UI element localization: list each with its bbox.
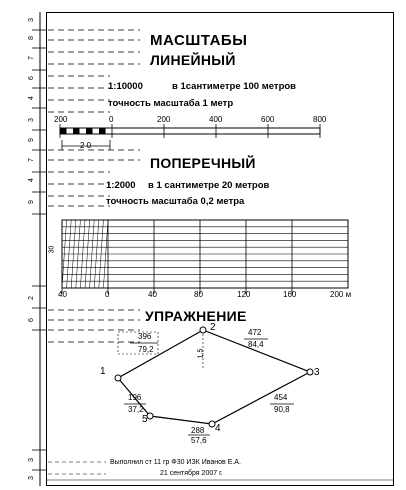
svg-text:3: 3 (28, 18, 35, 22)
svg-text:4: 4 (28, 96, 35, 100)
linear-tick-3: 400 (209, 115, 223, 124)
point-2-label: 2 (210, 322, 216, 333)
transverse-scale-desc: в 1 сантиметре 20 метров (148, 180, 270, 191)
point-1-label: 1 (100, 366, 106, 377)
seg-1-2-distance: 396 (138, 332, 152, 341)
seg-3-4-value: 90,8 (274, 405, 290, 414)
seg-5-1-value: 37,2 (128, 405, 144, 414)
exercise-heading: УПРАЖНЕНИЕ (145, 308, 247, 324)
svg-text:6: 6 (28, 318, 35, 322)
linear-tick-2: 200 (157, 115, 171, 124)
linear-tick-0: 200 (54, 115, 68, 124)
linear-heading: ЛИНЕЙНЫЙ (150, 52, 236, 68)
svg-text:9: 9 (28, 200, 35, 204)
linear-tick-4: 600 (261, 115, 275, 124)
transverse-tick-6: 200 м (330, 290, 352, 299)
svg-text:8: 8 (28, 36, 35, 40)
transverse-tick-2: 40 (148, 290, 157, 299)
linear-scale-desc: в 1сантиметре 100 метров (172, 81, 297, 92)
seg-1-2-value: 79,2 (138, 345, 154, 354)
point-4-label: 4 (215, 423, 221, 434)
linear-scale: 1:10000 (108, 81, 143, 92)
svg-text:3: 3 (28, 458, 35, 462)
footer-author: Выполнил ст 11 гр Ф30 ИЗК Иванов Е.А. (110, 459, 241, 466)
vertical-mark-label: 1,5 (197, 348, 205, 359)
footer-date: 21 сентября 2007 г. (160, 470, 223, 477)
transverse-accuracy: точность масштаба 0,2 метра (106, 196, 245, 207)
svg-text:4: 4 (28, 178, 35, 182)
transverse-tick-3: 80 (194, 290, 203, 299)
transverse-scale: 1:2000 (106, 180, 136, 191)
svg-text:6: 6 (28, 76, 35, 80)
svg-text:7: 7 (28, 158, 35, 162)
seg-2-3-distance: 472 (248, 328, 262, 337)
transverse-tick-4: 120 (237, 290, 251, 299)
linear-span-label: 2 0 (80, 141, 92, 150)
svg-text:3: 3 (28, 118, 35, 122)
seg-5-1-distance: 196 (128, 393, 142, 402)
transverse-heading: ПОПЕРЕЧНЫЙ (150, 155, 256, 171)
transverse-tick-1: 0 (105, 290, 110, 299)
svg-text:7: 7 (28, 56, 35, 60)
transverse-tick-5: 160 (283, 290, 297, 299)
linear-tick-5: 800 (313, 115, 327, 124)
point-3-label: 3 (314, 367, 320, 378)
seg-3-4-distance: 454 (274, 393, 288, 402)
linear-accuracy: точность масштаба 1 метр (108, 98, 234, 109)
transverse-tick-0: 40 (58, 290, 67, 299)
page-title: МАСШТАБЫ (150, 32, 248, 49)
linear-tick-1: 0 (109, 115, 114, 124)
seg-4-5-distance: 288 (191, 426, 205, 435)
svg-text:2: 2 (28, 296, 35, 300)
svg-text:3: 3 (28, 476, 35, 480)
seg-4-5-value: 57,6 (191, 436, 207, 445)
seg-2-3-value: 84,4 (248, 340, 264, 349)
point-5-label: 5 (142, 414, 148, 425)
transverse-side-label: 30 (48, 245, 56, 254)
svg-text:9: 9 (28, 138, 35, 142)
